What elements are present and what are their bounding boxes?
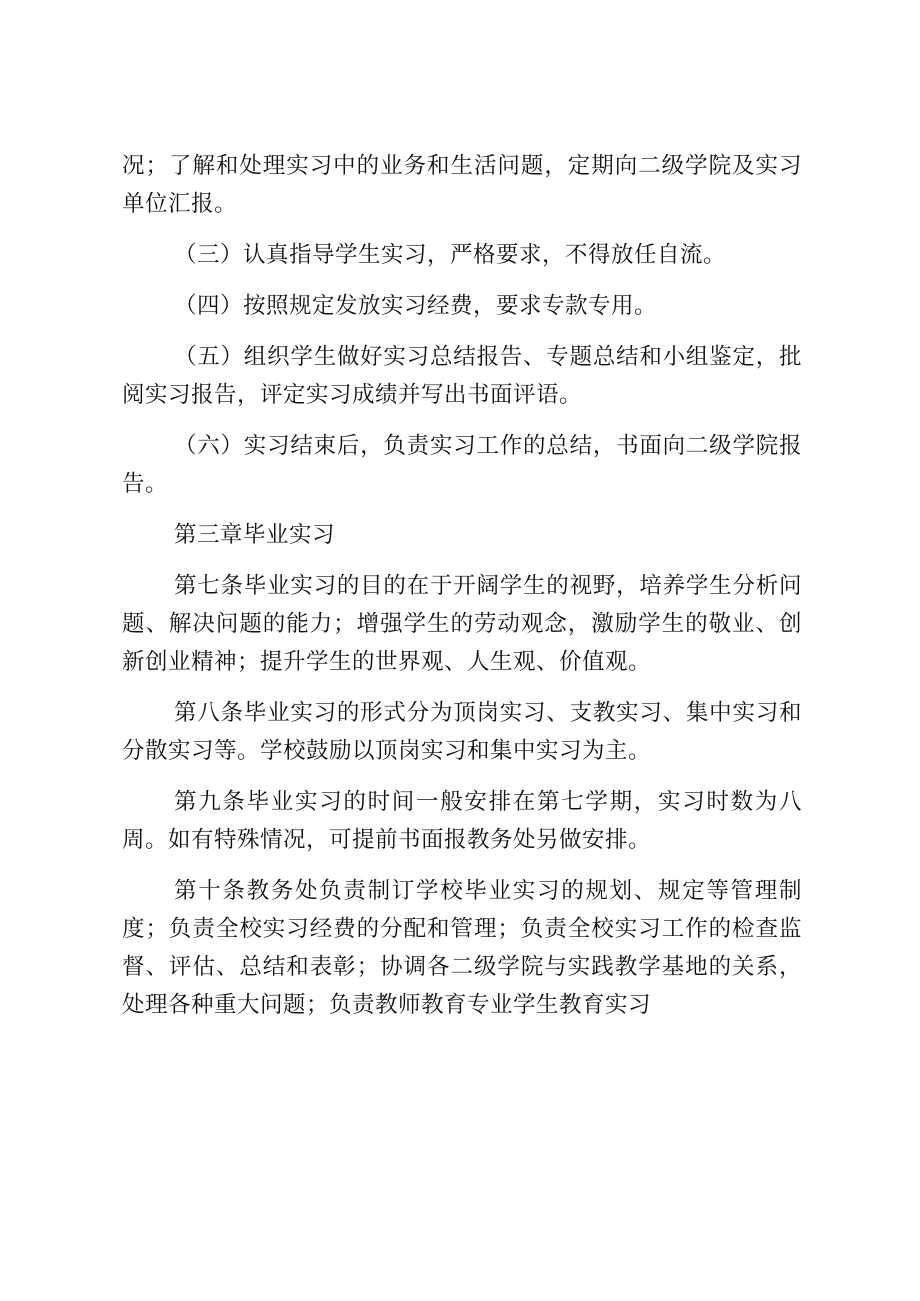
paragraph-item-5: （五）组织学生做好实习总结报告、专题总结和小组鉴定，批阅实习报告，评定实习成绩并写出书面评语。	[122, 344, 802, 408]
article-10-paragraph: 第十条教务处负责制订学校毕业实习的规划、规定等管理制度；负责全校实习经费的分配和管理；负责全校实习工作的检查监督、评估、总结和表彰；协调各二级学院与实践教学基地的关系，处理各种重大问题；负责教师教育专业学生教育实习	[122, 878, 802, 1018]
article-9-paragraph: 第九条毕业实习的时间一般安排在第七学期，实习时数为八周。如有特殊情况，可提前书面报教务处另做安排。	[122, 789, 802, 853]
paragraph-continued: 况；了解和处理实习中的业务和生活问题，定期向二级学院及实习单位汇报。	[122, 153, 802, 217]
document-body	[122, 147, 802, 1037]
chapter-heading: 第三章毕业实习	[174, 522, 336, 548]
paragraph-item-3: （三）认真指导学生实习，严格要求，不得放任自流。	[174, 242, 727, 268]
paragraph-item-6: （六）实习结束后，负责实习工作的总结，书面向二级学院报告。	[122, 433, 802, 497]
article-8-paragraph: 第八条毕业实习的形式分为顶岗实习、支教实习、集中实习和分散实习等。学校鼓励以顶岗实习和集中实习为主。	[122, 700, 802, 764]
paragraph-item-4: （四）按照规定发放实习经费，要求专款专用。	[174, 293, 658, 319]
article-7-paragraph: 第七条毕业实习的目的在于开阔学生的视野，培养学生分析问题、解决问题的能力；增强学生的劳动观念，激励学生的敬业、创新创业精神；提升学生的世界观、人生观、价值观。	[122, 573, 802, 675]
